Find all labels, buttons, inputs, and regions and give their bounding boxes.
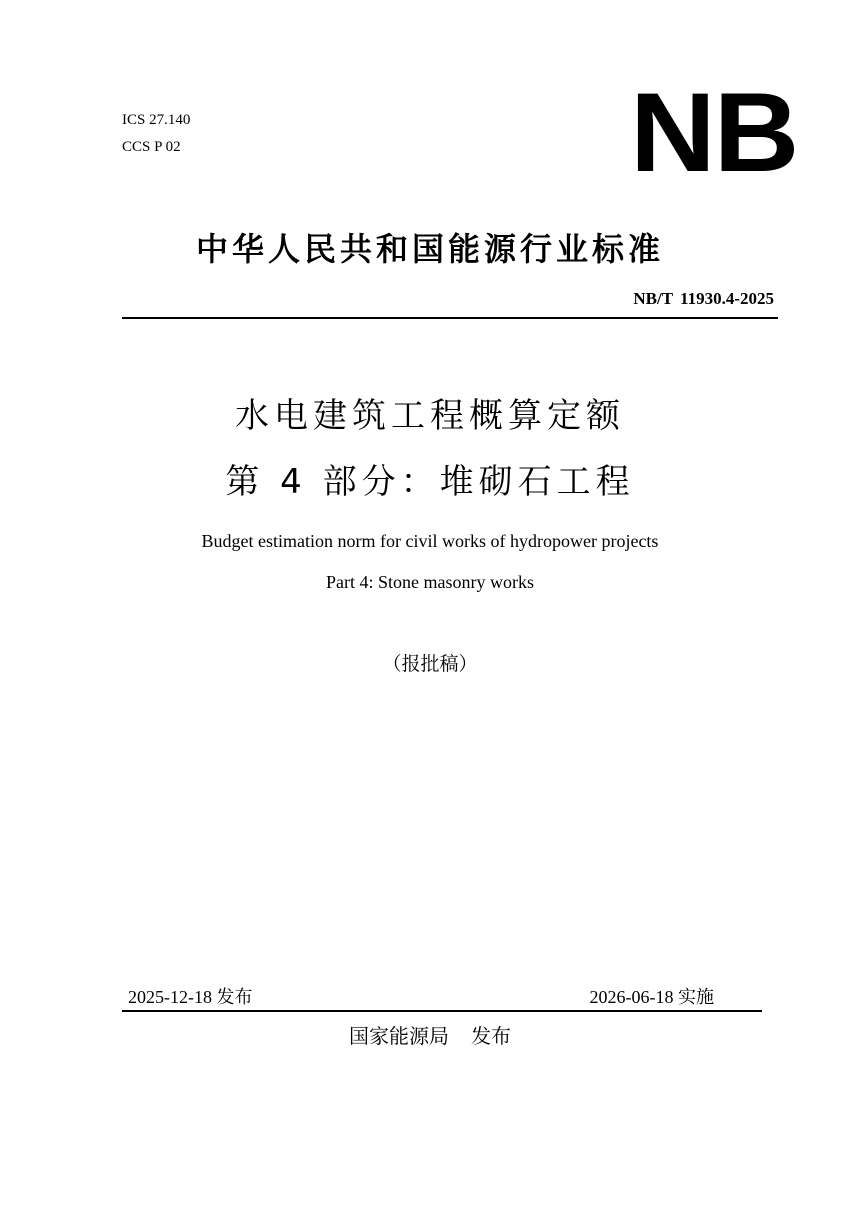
standard-category-title: 中华人民共和国能源行业标准 — [195, 230, 664, 268]
publisher-action: 发布 — [471, 1024, 511, 1048]
release-date: 2025-12-18 发布 — [128, 987, 253, 1007]
ccs-code: CCS P 02 — [122, 139, 181, 155]
draft-status: （报批稿） — [382, 653, 478, 675]
nb-logo: NB — [630, 70, 798, 195]
ics-code: ICS 27.140 — [122, 112, 191, 128]
footer-divider — [122, 1010, 762, 1012]
chinese-title-line-1: 水电建筑工程概算定额 — [235, 396, 625, 436]
implementation-date: 2026-06-18 实施 — [589, 987, 714, 1007]
english-title-line-2: Part 4: Stone masonry works — [326, 572, 534, 592]
header-divider — [122, 317, 778, 319]
publisher-name: 国家能源局 — [349, 1024, 449, 1048]
publisher — [0, 1022, 860, 1050]
standard-number: NB/T 11930.4-2025 — [633, 289, 774, 308]
chinese-title-line-2: 第 4 部分：堆砌石工程 — [225, 462, 635, 502]
english-title-line-1: Budget estimation norm for civil works of hydropower projects — [201, 531, 659, 551]
